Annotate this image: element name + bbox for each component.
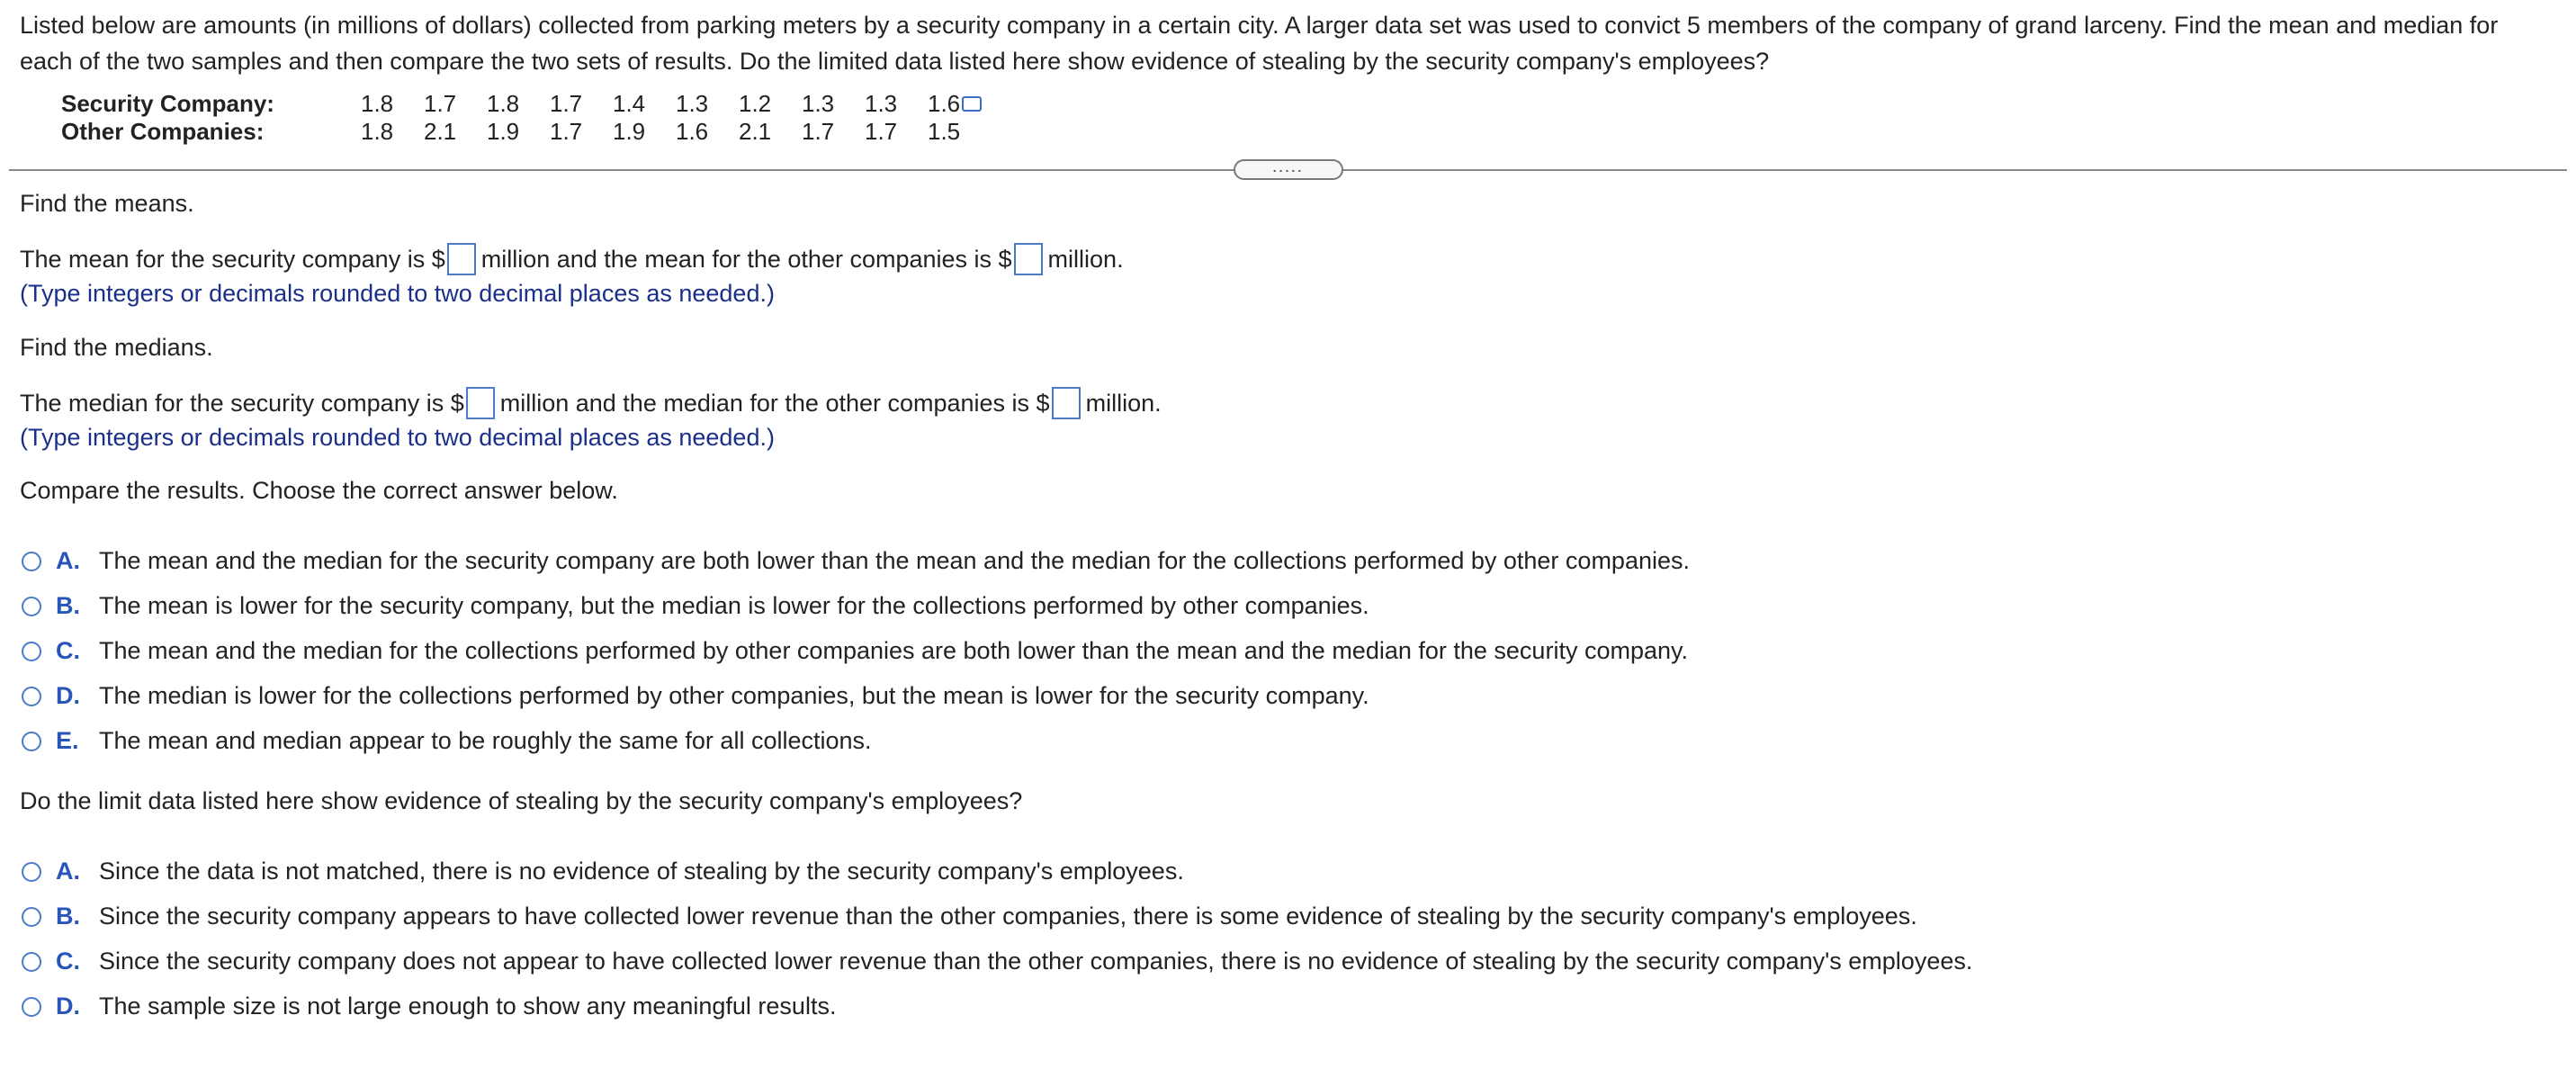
medians-text-2: million and the median for the other companies is $ <box>499 390 1050 418</box>
table-cell: 1.8 <box>361 90 394 117</box>
table-cell: 2.1 <box>424 118 457 145</box>
option-letter: D. <box>56 993 80 1020</box>
means-text-3: million. <box>1047 246 1124 274</box>
ellipsis-icon: ..... <box>1272 159 1305 175</box>
table-value: 1.6 <box>928 90 961 117</box>
radio-button[interactable] <box>22 907 41 927</box>
mean-security-input[interactable] <box>447 243 476 275</box>
table-cell: 1.4 <box>613 90 646 117</box>
radio-button[interactable] <box>22 597 41 616</box>
table-cell: 1.8 <box>487 90 520 117</box>
option-letter: B. <box>56 903 80 930</box>
table-cell: 1.3 <box>802 90 835 117</box>
radio-button[interactable] <box>22 642 41 661</box>
data-table <box>61 90 991 146</box>
option-text: The mean is lower for the security company, but the median is lower for the collections performed by other companies. <box>99 592 1369 619</box>
mean-other-input[interactable] <box>1014 243 1043 275</box>
table-cell: 1.3 <box>865 90 898 117</box>
median-security-input[interactable] <box>466 387 495 419</box>
table-cell: 1.7 <box>865 118 898 145</box>
option-letter: E. <box>56 727 79 754</box>
radio-button[interactable] <box>22 997 41 1017</box>
radio-button[interactable] <box>22 552 41 571</box>
means-text-2: million and the mean for the other companies is $ <box>480 246 1012 274</box>
compare-option-e[interactable] <box>22 727 872 755</box>
evidence-prompt: Do the limit data listed here show evidence of stealing by the security company's employees? <box>20 787 1023 814</box>
table-cell: 1.7 <box>802 118 835 145</box>
means-text-1: The mean for the security company is $ <box>20 246 445 274</box>
radio-button[interactable] <box>22 687 41 706</box>
evidence-option-d[interactable] <box>22 993 836 1020</box>
radio-button[interactable] <box>22 862 41 882</box>
table-cell: 1.9 <box>613 118 646 145</box>
means-sentence <box>20 245 1124 277</box>
medians-text-1: The median for the security company is $ <box>20 390 464 418</box>
medians-text-3: million. <box>1085 390 1162 418</box>
compare-prompt: Compare the results. Choose the correct answer below. <box>20 477 618 504</box>
option-text: The sample size is not large enough to show any meaningful results. <box>99 993 837 1020</box>
option-letter: D. <box>56 682 80 709</box>
means-heading: Find the means. <box>20 190 194 217</box>
median-other-input[interactable] <box>1052 387 1081 419</box>
medians-hint: (Type integers or decimals rounded to two decimal places as needed.) <box>20 424 775 451</box>
radio-button[interactable] <box>22 952 41 972</box>
option-text: Since the data is not matched, there is no evidence of stealing by the security company's employees. <box>99 858 1184 885</box>
compare-option-c[interactable] <box>22 637 1688 665</box>
option-letter: A. <box>56 547 80 574</box>
table-cell: 1.8 <box>361 118 394 145</box>
compare-option-d[interactable] <box>22 682 1369 710</box>
evidence-option-a[interactable] <box>22 858 1184 885</box>
table-cell: 1.7 <box>424 90 457 117</box>
row-label: Other Companies: <box>61 118 265 145</box>
table-row <box>61 118 991 146</box>
table-cell: 1.2 <box>739 90 772 117</box>
compare-option-a[interactable] <box>22 547 1690 575</box>
option-text: The mean and median appear to be roughly the same for all collections. <box>99 727 872 754</box>
expand-toggle-button[interactable] <box>1234 159 1343 180</box>
option-text: The median is lower for the collections performed by other companies, but the mean is lower for the security company. <box>99 682 1369 709</box>
option-letter: B. <box>56 592 80 619</box>
option-letter: C. <box>56 637 80 664</box>
table-cell: 2.1 <box>739 118 772 145</box>
option-letter: A. <box>56 858 80 885</box>
table-cell: 1.9 <box>487 118 520 145</box>
medians-sentence <box>20 389 1162 421</box>
table-cell: 1.7 <box>550 90 583 117</box>
option-text: The mean and the median for the security company are both lower than the mean and the median for the collections performed by other companies. <box>99 547 1690 574</box>
means-hint: (Type integers or decimals rounded to two decimal places as needed.) <box>20 280 775 307</box>
problem-intro: Listed below are amounts (in millions of dollars) collected from parking meters by a security company in a certain city. A larger data set was used to convict 5 members of the company of grand larceny. Find the mean and median for each of the two samples and then compare the two sets of results. Do the limited data listed here show evidence of stealing by the security company's employees? <box>20 12 2499 75</box>
row-label: Security Company: <box>61 90 274 117</box>
table-cell: 1.5 <box>928 118 961 145</box>
radio-button[interactable] <box>22 732 41 751</box>
compare-option-b[interactable] <box>22 592 1369 620</box>
evidence-option-c[interactable] <box>22 948 1972 975</box>
table-cell: 1.6 <box>676 118 709 145</box>
table-cell: 1.3 <box>676 90 709 117</box>
option-text: Since the security company does not appear to have collected lower revenue than the other companies, there is no evidence of stealing by the security company's employees. <box>99 948 1973 975</box>
evidence-option-b[interactable] <box>22 903 1917 930</box>
table-cell <box>928 90 991 118</box>
option-text: Since the security company appears to have collected lower revenue than the other companies, there is some evidence of stealing by the security company's employees. <box>99 903 1917 930</box>
copy-data-icon[interactable] <box>962 96 982 112</box>
table-row <box>61 90 991 118</box>
medians-heading: Find the medians. <box>20 334 213 361</box>
option-text: The mean and the median for the collections performed by other companies are both lower than the mean and the median for the security company. <box>99 637 1688 664</box>
table-cell: 1.7 <box>550 118 583 145</box>
option-letter: C. <box>56 948 80 975</box>
